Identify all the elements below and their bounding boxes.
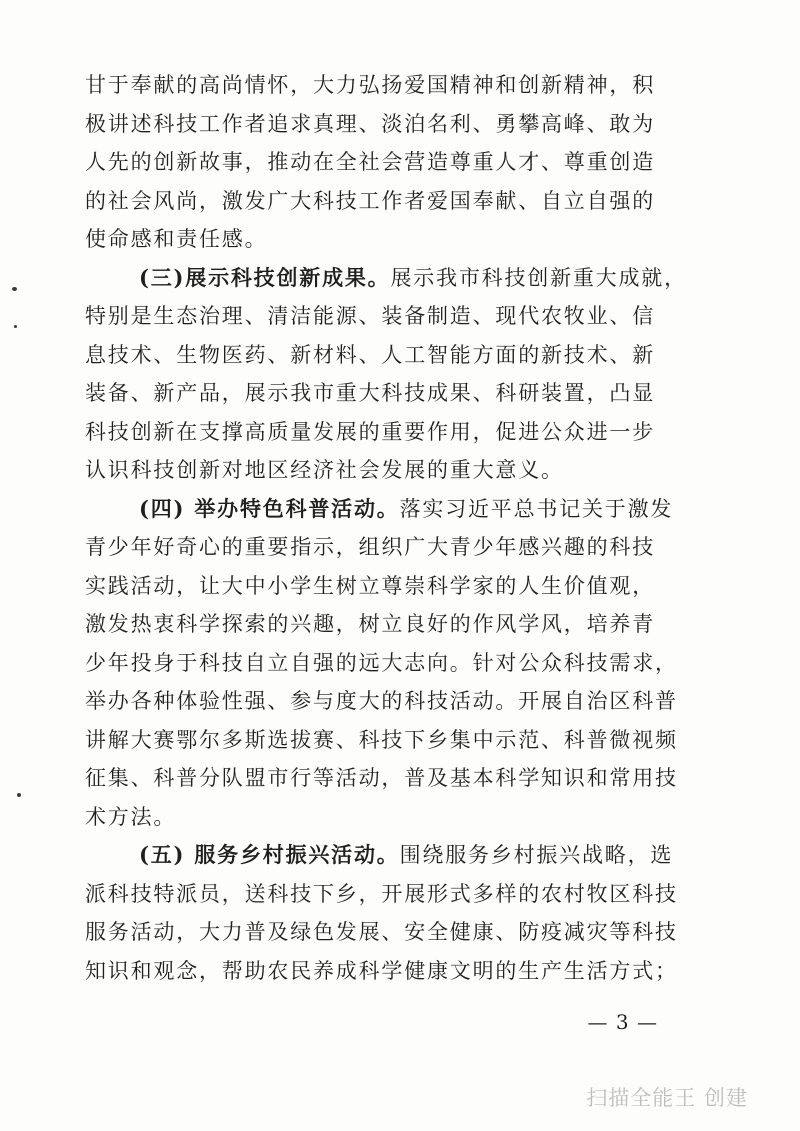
body-line: 的社会风尚，激发广大科技工作者爱国奉献、自立自强的 <box>85 188 655 213</box>
scanner-watermark: 扫描全能王 创建 <box>586 1086 748 1110</box>
body-text: 展示我市科技创新重大成就， <box>390 265 687 290</box>
section-heading: (四) 举办特色科普活动。 <box>139 495 400 521</box>
body-line: 甘于奉献的高尚情怀，大力弘扬爱国精神和创新精神，积 <box>85 73 655 97</box>
paragraph-first-line <box>85 259 695 298</box>
body-line: 讲解大赛鄂尔多斯选拔赛、科技下乡集中示范、科普微视频 <box>85 727 678 752</box>
paragraph-first-line <box>85 490 695 529</box>
document-body <box>85 66 695 990</box>
body-line: 人先的创新故事，推动在全社会营造尊重人才、尊重创造 <box>85 150 655 174</box>
body-line: 特别是生态治理、清洁能源、装备制造、现代农牧业、信 <box>85 304 655 328</box>
body-text: 落实习近平总书记关于激发 <box>399 496 674 521</box>
body-line: 激发热衷科学探索的兴趣，树立良好的作风学风，培养青 <box>85 612 655 636</box>
body-line: 息技术、生物医药、新材料、人工智能方面的新技术、新 <box>85 342 655 367</box>
section-heading: (五) 服务乡村振兴活动。 <box>139 842 400 867</box>
body-line: 征集、科普分队盟市行等活动，普及基本科学知识和常用技 <box>85 766 678 790</box>
scan-speck <box>17 793 21 797</box>
body-line: 知识和观念，帮助农民养成科学健康文明的生产生活方式； <box>85 958 678 983</box>
body-line: 服务活动，大力普及绿色发展、安全健康、防疫减灾等科技 <box>85 920 678 944</box>
body-line: 青少年好奇心的重要指示，组织广大青少年感兴趣的科技 <box>85 535 655 559</box>
body-line: 实践活动，让大中小学生树立尊崇科学家的人生价值观， <box>85 573 655 598</box>
body-line: 极讲述科技工作者追求真理、淡泊名利、勇攀高峰、敢为 <box>85 111 655 136</box>
scan-speck <box>12 287 17 291</box>
page-number: — 3 — <box>587 1010 658 1034</box>
body-line: 派科技特派员，送科技下乡，开展形式多样的农村牧区科技 <box>85 881 678 906</box>
body-line: 术方法。 <box>85 804 177 829</box>
paragraph-first-line <box>85 836 695 875</box>
section-heading: (三)展示科技创新成果。 <box>139 264 391 290</box>
body-line: 少年投身于科技自立自强的远大志向。针对公众科技需求， <box>85 650 678 675</box>
body-line: 科技创新在支撑高质量发展的重要作用，促进公众进一步 <box>85 419 655 444</box>
body-line: 装备、新产品，展示我市重大科技成果、科研装置，凸显 <box>85 381 655 405</box>
body-line: 举办各种体验性强、参与度大的科技活动。开展自治区科普 <box>85 689 678 713</box>
scan-speck <box>14 325 17 328</box>
body-line: 使命感和责任感。 <box>85 227 268 251</box>
body-text: 围绕服务乡村振兴战略，选 <box>399 843 674 867</box>
body-line: 认识科技创新对地区经济社会发展的重大意义。 <box>85 458 564 482</box>
